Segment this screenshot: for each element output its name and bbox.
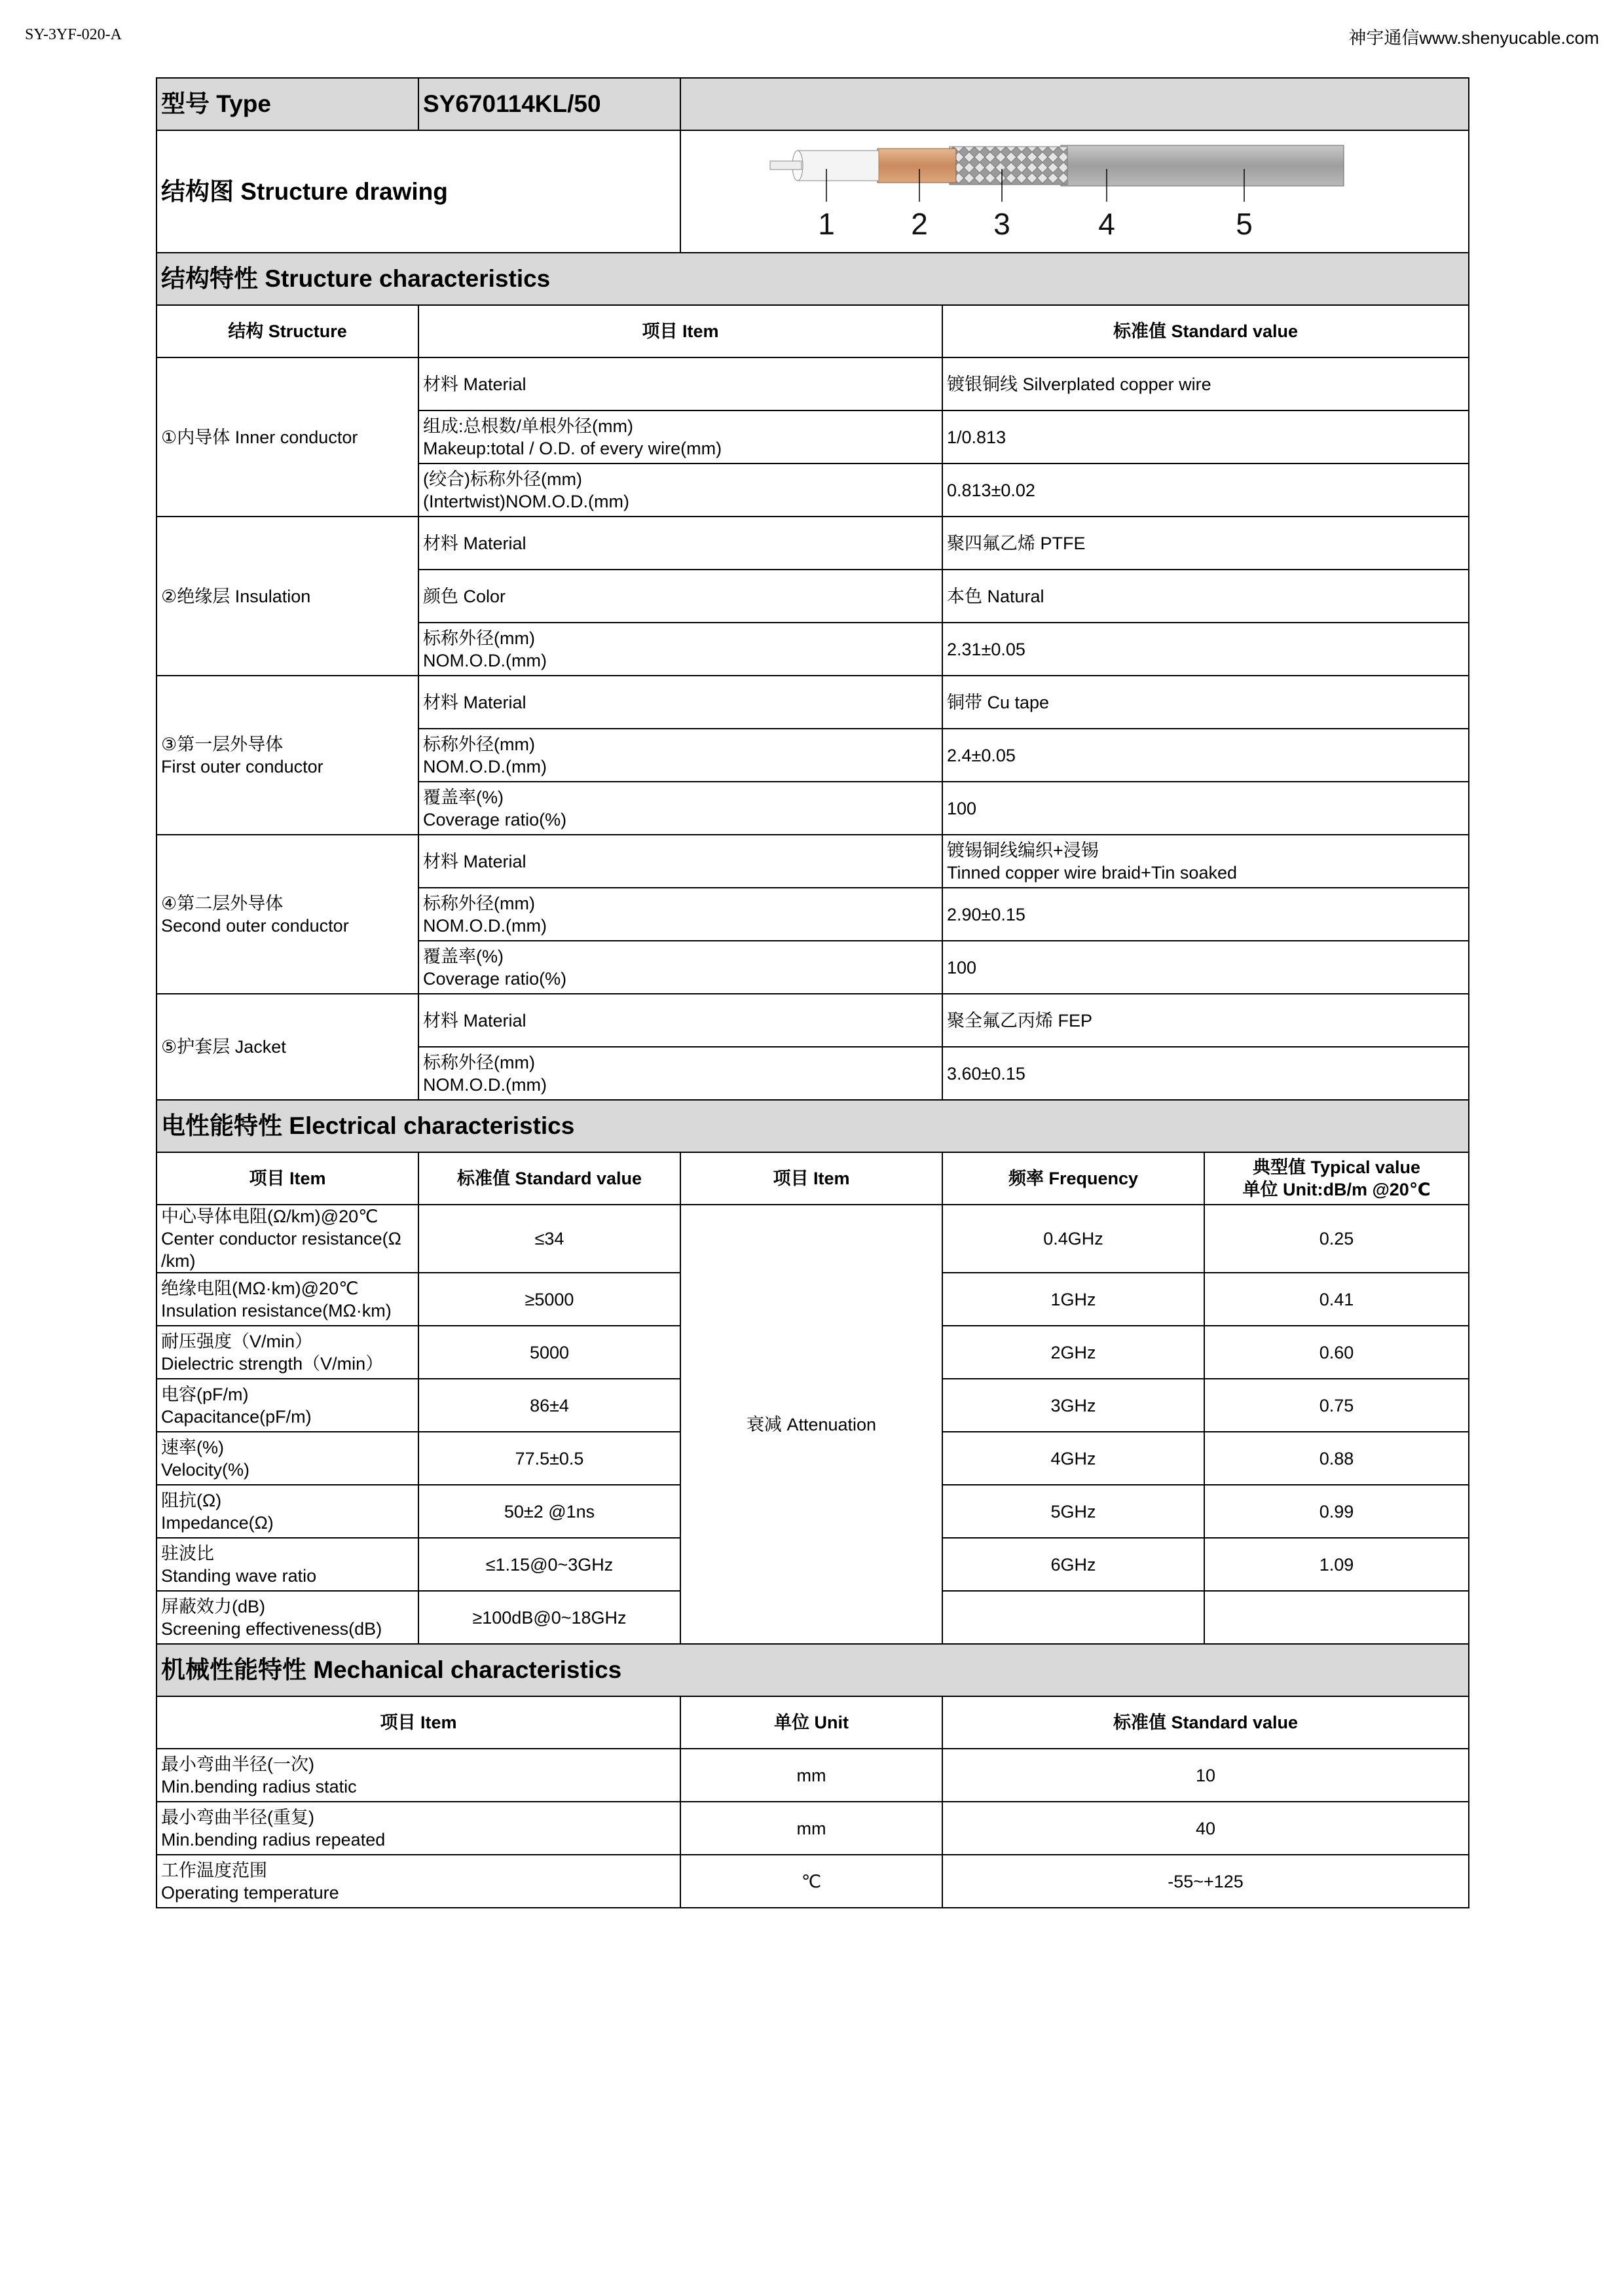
structure-item (418, 888, 942, 941)
company-website: 神宇通信www.shenyucable.com (1348, 28, 1599, 48)
structure-value-line: 本色 Natural (947, 586, 1044, 606)
structure-value-line: 0.813±0.02 (947, 480, 1035, 500)
structure-item-line: NOM.O.D.(mm) (423, 915, 547, 936)
drawing-number-4: 4 (1098, 207, 1115, 241)
structure-item (418, 357, 942, 410)
electrical-std-value: 77.5±0.5 (418, 1432, 680, 1485)
mechanical-item-line: 工作温度范围 (161, 1860, 267, 1880)
structure-item-line: 材料 Material (423, 692, 526, 712)
structure-item-line: 材料 Material (423, 1010, 526, 1030)
structure-value (942, 410, 1469, 464)
electrical-item (157, 1591, 418, 1644)
structure-item (418, 570, 942, 623)
structure-item-line: NOM.O.D.(mm) (423, 1074, 547, 1095)
structure-value-line: 铜带 Cu tape (947, 692, 1050, 712)
electrical-item (157, 1485, 418, 1538)
mechanical-item (157, 1855, 680, 1908)
structure-item (418, 1047, 942, 1100)
electrical-item-line: Velocity(%) (161, 1459, 250, 1480)
mechanical-item-line: 最小弯曲半径(一次) (161, 1754, 314, 1774)
mechanical-std-value: 10 (942, 1749, 1469, 1802)
table-row (157, 676, 1469, 729)
mechanical-header-item: 项目 Item (157, 1696, 680, 1749)
structure-item (418, 517, 942, 570)
structure-item (418, 410, 942, 464)
attenuation-frequency: 5GHz (942, 1485, 1204, 1538)
electrical-item-line: Screening effectiveness(dB) (161, 1618, 382, 1639)
structure-item (418, 623, 942, 676)
attenuation-frequency: 6GHz (942, 1538, 1204, 1591)
structure-group-name (157, 835, 418, 994)
structure-item-line: 材料 Material (423, 851, 526, 871)
structure-value (942, 994, 1469, 1047)
electrical-item-line: 电容(pF/m) (161, 1384, 249, 1404)
structure-item-line: 颜色 Color (423, 586, 506, 606)
attenuation-typical-value: 0.88 (1204, 1432, 1469, 1485)
insulation-shape (798, 151, 879, 181)
electrical-item-line: Center conductor resistance(Ω (161, 1229, 401, 1248)
copper-tape-shape (877, 149, 956, 183)
structure-item-line: 标称外径(mm) (423, 734, 535, 754)
structure-item (418, 729, 942, 782)
jacket-shape (1061, 145, 1344, 186)
structure-section-title: 结构特性 Structure characteristics (157, 253, 1469, 305)
structure-item (418, 835, 942, 888)
structure-value-line: 聚四氟乙烯 PTFE (947, 533, 1086, 553)
electrical-item-line: 耐压强度（V/min） (161, 1331, 313, 1351)
structure-value (942, 623, 1469, 676)
electrical-header-item: 项目 Item (157, 1152, 418, 1205)
structure-group-name-line: ①内导体 Inner conductor (161, 427, 358, 447)
structure-group-name-line: First outer conductor (161, 756, 323, 776)
structure-value-line: 镀锡铜线编织+浸锡 (947, 840, 1099, 860)
type-blank-cell (680, 78, 1469, 130)
structure-group-name (157, 676, 418, 835)
drawing-number-2: 2 (911, 207, 928, 241)
structure-header-std: 标准值 Standard value (942, 305, 1469, 357)
structure-value (942, 676, 1469, 729)
electrical-item-line: 驻波比 (161, 1543, 214, 1563)
structure-item-line: 标称外径(mm) (423, 893, 535, 913)
braid-shape (950, 147, 1067, 185)
electrical-item (157, 1205, 418, 1273)
typical-value-label: 典型值 Typical value (1252, 1157, 1421, 1177)
mechanical-unit: mm (680, 1749, 942, 1802)
electrical-item-line: 绝缘电阻(MΩ·km)@20℃ (161, 1278, 359, 1298)
table-row (157, 1802, 1469, 1855)
mechanical-item-line: 最小弯曲半径(重复) (161, 1807, 314, 1827)
structure-value (942, 570, 1469, 623)
structure-item-line: NOM.O.D.(mm) (423, 756, 547, 776)
electrical-header-item2: 项目 Item (680, 1152, 942, 1205)
table-row (157, 994, 1469, 1047)
electrical-item (157, 1379, 418, 1432)
typical-unit-label: 单位 Unit:dB/m @20℃ (1242, 1180, 1431, 1199)
structure-group-name (157, 517, 418, 676)
electrical-item-line: Standing wave ratio (161, 1565, 317, 1586)
mechanical-rows (157, 1749, 1469, 1908)
structure-value-line: 聚全氟乙丙烯 FEP (947, 1010, 1093, 1030)
structure-drawing-label: 结构图 Structure drawing (157, 130, 680, 253)
structure-item (418, 994, 942, 1047)
type-value: SY670114KL/50 (418, 78, 680, 130)
structure-group-name-line: ④第二层外导体 (161, 893, 284, 913)
mechanical-item-line: Min.bending radius static (161, 1776, 357, 1796)
structure-value (942, 1047, 1469, 1100)
electrical-header-std: 标准值 Standard value (418, 1152, 680, 1205)
structure-drawing-cell (680, 130, 1469, 253)
structure-item-line: 覆盖率(%) (423, 946, 504, 966)
drawing-number-1: 1 (818, 207, 835, 241)
structure-item-line: (绞合)标称外径(mm) (423, 469, 582, 489)
structure-item (418, 941, 942, 994)
table-row (157, 835, 1469, 888)
electrical-std-value: ≤34 (418, 1205, 680, 1273)
structure-group-name-line: ⑤护套层 Jacket (161, 1037, 286, 1057)
cable-structure-drawing (681, 131, 1466, 252)
structure-value (942, 941, 1469, 994)
structure-group-name (157, 357, 418, 517)
electrical-item-line: Impedance(Ω) (161, 1512, 274, 1533)
attenuation-typical-value: 0.41 (1204, 1273, 1469, 1326)
structure-group-name (157, 994, 418, 1100)
table-row (157, 1749, 1469, 1802)
electrical-item-line: Insulation resistance(MΩ·km) (161, 1300, 392, 1321)
table-row (157, 1205, 1469, 1273)
electrical-item (157, 1326, 418, 1379)
structure-item (418, 782, 942, 835)
attenuation-frequency: 3GHz (942, 1379, 1204, 1432)
mechanical-unit: ℃ (680, 1855, 942, 1908)
structure-item-line: Coverage ratio(%) (423, 809, 567, 829)
attenuation-frequency: 0.4GHz (942, 1205, 1204, 1273)
structure-value (942, 517, 1469, 570)
attenuation-typical-value: 0.60 (1204, 1326, 1469, 1379)
electrical-item-line: 屏蔽效力(dB) (161, 1596, 266, 1616)
table-row (157, 1855, 1469, 1908)
attenuation-frequency (942, 1591, 1204, 1644)
structure-value-line: 100 (947, 798, 977, 818)
electrical-item (157, 1432, 418, 1485)
mechanical-std-value: 40 (942, 1802, 1469, 1855)
attenuation-frequency: 1GHz (942, 1273, 1204, 1326)
structure-value (942, 729, 1469, 782)
mechanical-header-unit: 单位 Unit (680, 1696, 942, 1749)
mechanical-item-line: Min.bending radius repeated (161, 1829, 386, 1850)
structure-value-line: 镀银铜线 Silverplated copper wire (947, 374, 1211, 394)
structure-item-line: NOM.O.D.(mm) (423, 650, 547, 670)
attenuation-frequency: 4GHz (942, 1432, 1204, 1485)
mechanical-item (157, 1749, 680, 1802)
electrical-std-value: 86±4 (418, 1379, 680, 1432)
electrical-item-line: 阻抗(Ω) (161, 1490, 222, 1510)
electrical-item (157, 1273, 418, 1326)
structure-item-line: (Intertwist)NOM.O.D.(mm) (423, 491, 629, 511)
structure-value-line: 100 (947, 957, 977, 977)
attenuation-label: 衰减 Attenuation (680, 1205, 942, 1644)
attenuation-typical-value: 0.25 (1204, 1205, 1469, 1273)
electrical-header-freq: 频率 Frequency (942, 1152, 1204, 1205)
structure-header-item: 项目 Item (418, 305, 942, 357)
structure-value (942, 357, 1469, 410)
drawing-number-5: 5 (1236, 207, 1253, 241)
structure-item (418, 676, 942, 729)
structure-item-line: 组成:总根数/单根外径(mm) (423, 416, 633, 436)
table-row (157, 517, 1469, 570)
attenuation-typical-value (1204, 1591, 1469, 1644)
inner-conductor-shape (770, 161, 802, 170)
electrical-std-value: 50±2 @1ns (418, 1485, 680, 1538)
electrical-section-title: 电性能特性 Electrical characteristics (157, 1100, 1469, 1152)
spec-sheet-table (156, 77, 1469, 1908)
attenuation-typical-value: 0.99 (1204, 1485, 1469, 1538)
structure-item-line: 材料 Material (423, 533, 526, 553)
type-label: 型号 Type (157, 78, 418, 130)
mechanical-item (157, 1802, 680, 1855)
structure-item (418, 464, 942, 517)
mechanical-item-line: Operating temperature (161, 1882, 339, 1903)
structure-rows (157, 357, 1469, 1100)
structure-value-line: 2.31±0.05 (947, 639, 1025, 659)
structure-item-line: Coverage ratio(%) (423, 968, 567, 989)
structure-value-line: 2.90±0.15 (947, 904, 1025, 924)
electrical-std-value: ≤1.15@0~3GHz (418, 1538, 680, 1591)
structure-value (942, 782, 1469, 835)
electrical-header-typical (1204, 1152, 1469, 1205)
mechanical-unit: mm (680, 1802, 942, 1855)
electrical-item-line: /km) (161, 1251, 196, 1271)
structure-item-line: 材料 Material (423, 374, 526, 394)
document-code: SY-3YF-020-A (25, 26, 122, 43)
structure-header-structure: 结构 Structure (157, 305, 418, 357)
attenuation-typical-value: 0.75 (1204, 1379, 1469, 1432)
structure-value (942, 464, 1469, 517)
electrical-item-line: 速率(%) (161, 1437, 224, 1457)
structure-value-line: Tinned copper wire braid+Tin soaked (947, 862, 1237, 883)
structure-item-line: 标称外径(mm) (423, 628, 535, 648)
attenuation-frequency: 2GHz (942, 1326, 1204, 1379)
electrical-std-value: ≥100dB@0~18GHz (418, 1591, 680, 1644)
electrical-item (157, 1538, 418, 1591)
structure-group-name-line: ②绝缘层 Insulation (161, 586, 311, 606)
electrical-std-value: 5000 (418, 1326, 680, 1379)
structure-item-line: Makeup:total / O.D. of every wire(mm) (423, 438, 722, 458)
structure-item-line: 覆盖率(%) (423, 787, 504, 807)
table-row (157, 357, 1469, 410)
electrical-rows (157, 1205, 1469, 1644)
mechanical-header-std: 标准值 Standard value (942, 1696, 1469, 1749)
structure-value (942, 888, 1469, 941)
structure-value-line: 3.60±0.15 (947, 1063, 1025, 1084)
electrical-std-value: ≥5000 (418, 1273, 680, 1326)
structure-value-line: 1/0.813 (947, 427, 1006, 447)
mechanical-section-title: 机械性能特性 Mechanical characteristics (157, 1644, 1469, 1696)
structure-group-name-line: ③第一层外导体 (161, 734, 284, 754)
electrical-item-line: 中心导体电阻(Ω/km)@20℃ (161, 1207, 378, 1226)
mechanical-std-value: -55~+125 (942, 1855, 1469, 1908)
electrical-item-line: Dielectric strength（V/min） (161, 1353, 384, 1374)
structure-group-name-line: Second outer conductor (161, 915, 349, 936)
drawing-number-3: 3 (993, 207, 1010, 241)
structure-value-line: 2.4±0.05 (947, 745, 1016, 765)
structure-item-line: 标称外径(mm) (423, 1052, 535, 1072)
structure-value (942, 835, 1469, 888)
attenuation-typical-value: 1.09 (1204, 1538, 1469, 1591)
electrical-item-line: Capacitance(pF/m) (161, 1406, 312, 1427)
